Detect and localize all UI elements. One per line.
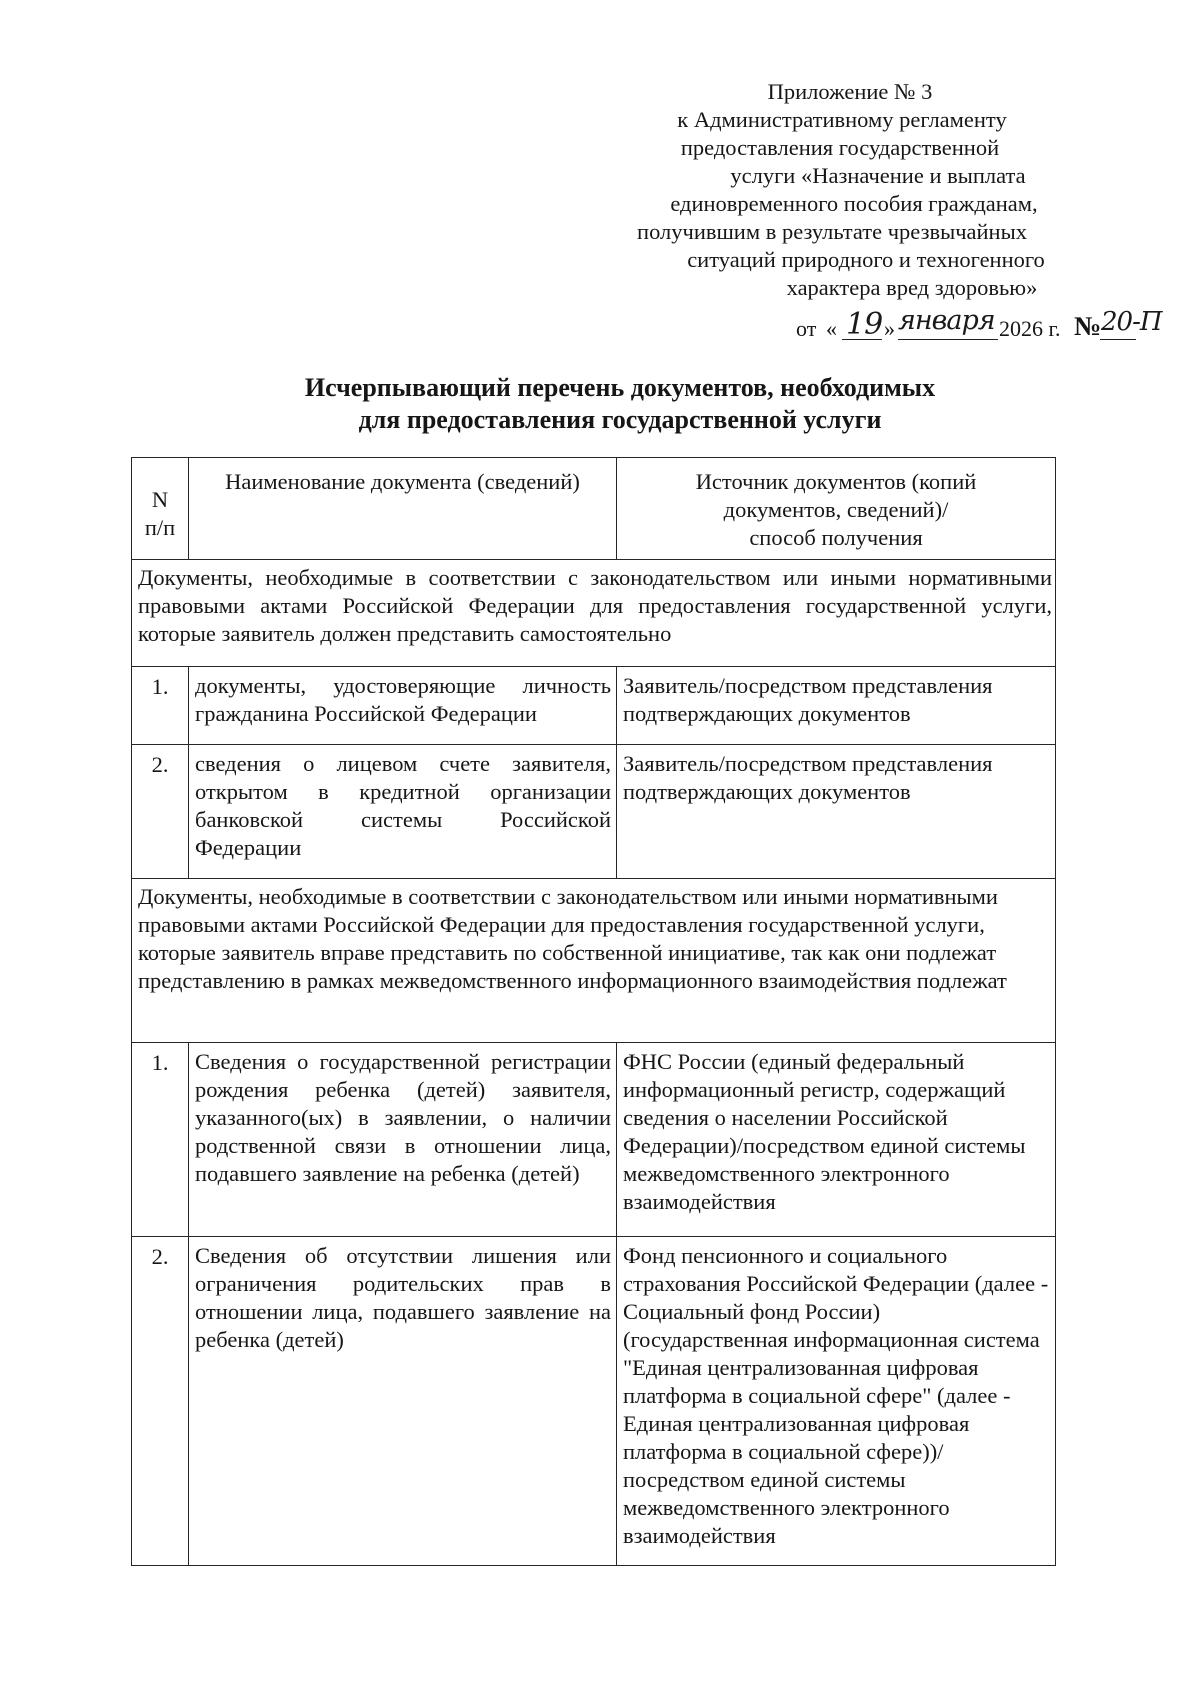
- handwritten-number: 20-П: [1101, 307, 1162, 337]
- row-document-name: Сведения о государственной регистрации рождения ребенка (детей) заявителя, указанного(ых) в заявлении, о наличии родственной связи в отношении лица, подавшего заявление на ребенка (детей): [189, 1043, 617, 1237]
- handwritten-day: 19: [846, 307, 883, 342]
- row-document-source: Заявитель/посредством представления подтверждающих документов: [617, 667, 1056, 745]
- row-number: 1.: [132, 1043, 189, 1237]
- row-number: 2.: [132, 1237, 189, 1566]
- annex-line: ситуаций природного и техногенного: [687, 247, 1045, 272]
- table-row: [132, 1043, 1056, 1237]
- annex-line: услуги «Назначение и выплата: [730, 163, 1026, 188]
- number-sign: №: [1074, 311, 1102, 341]
- annex-line: единовременного пособия гражданам,: [670, 191, 1038, 216]
- table-row: [132, 745, 1056, 879]
- annex-header: [560, 78, 1120, 302]
- row-document-name: документы, удостоверяющие личность гражданина Российской Федерации: [189, 667, 617, 745]
- day-underline: [842, 339, 882, 340]
- table-row: [132, 1237, 1056, 1566]
- section-row: [132, 879, 1056, 1043]
- header-number: N п/п: [132, 458, 189, 560]
- date-close-quote: »: [884, 316, 895, 341]
- table-header-row: [132, 458, 1056, 560]
- title-line: Исчерпывающий перечень документов, необходимых: [304, 373, 936, 402]
- number-underline: [1100, 339, 1136, 340]
- annex-line: получившим в результате чрезвычайных: [637, 219, 1027, 244]
- header-document-name: Наименование документа (сведений): [189, 458, 617, 560]
- document-title: [180, 372, 1060, 436]
- section-title: Документы, необходимые в соответствии с законодательством или иными нормативными правовыми актами Российской Федерации для предоставления государственной услуги, которые заявитель вправе представить по собственной инициативе, так как они подлежат представлению в рамках межведомственного информационного взаимодействия подлежат: [132, 879, 1056, 1043]
- row-document-source: Фонд пенсионного и социального страхования Российской Федерации (далее - Социальный фонд России) (государственная информационная система "Единая централизованная цифровая платформа в социальной сфере" (далее - Единая централизованная цифровая платформа в социальной сфере))/посредством единой системы межведомственного электронного взаимодействия: [617, 1237, 1056, 1566]
- title-line: для предоставления государственной услуги: [358, 405, 882, 434]
- table-row: [132, 667, 1056, 745]
- annex-line: предоставления государственной: [680, 135, 1000, 160]
- documents-table: [131, 457, 1056, 1566]
- section-row: [132, 560, 1056, 667]
- row-document-source: Заявитель/посредством представления подтверждающих документов: [617, 745, 1056, 879]
- row-document-name: сведения о лицевом счете заявителя, открытом в кредитной организации банковской системы Российской Федерации: [189, 745, 617, 879]
- annex-line: к Административному регламенту: [677, 107, 1007, 132]
- row-number: 2.: [132, 745, 189, 879]
- row-document-source: ФНС России (единый федеральный информационный регистр, содержащий сведения о населении Российской Федерации)/посредством единой системы межведомственного электронного взаимодействия: [617, 1043, 1056, 1237]
- section-title: Документы, необходимые в соответствии с законодательством или иными нормативными правовыми актами Российской Федерации для предоставления государственной услуги, которые заявитель должен представить самостоятельно: [132, 560, 1056, 667]
- date-open-quote: «: [826, 316, 837, 341]
- row-number: 1.: [132, 667, 189, 745]
- annex-line: Приложение № 3: [767, 79, 933, 104]
- handwritten-month: января: [898, 305, 995, 336]
- date-year: 2026 г.: [999, 316, 1061, 341]
- annex-line: характера вред здоровью»: [786, 275, 1038, 300]
- document-date-line: [796, 305, 1162, 345]
- month-underline: [898, 339, 998, 340]
- header-document-source: Источник документов (копий документов, сведений)/ способ получения: [617, 458, 1056, 560]
- row-document-name: Сведения об отсутствии лишения или ограничения родительских прав в отношении лица, подавшего заявление на ребенка (детей): [189, 1237, 617, 1566]
- date-prefix: от: [796, 316, 817, 341]
